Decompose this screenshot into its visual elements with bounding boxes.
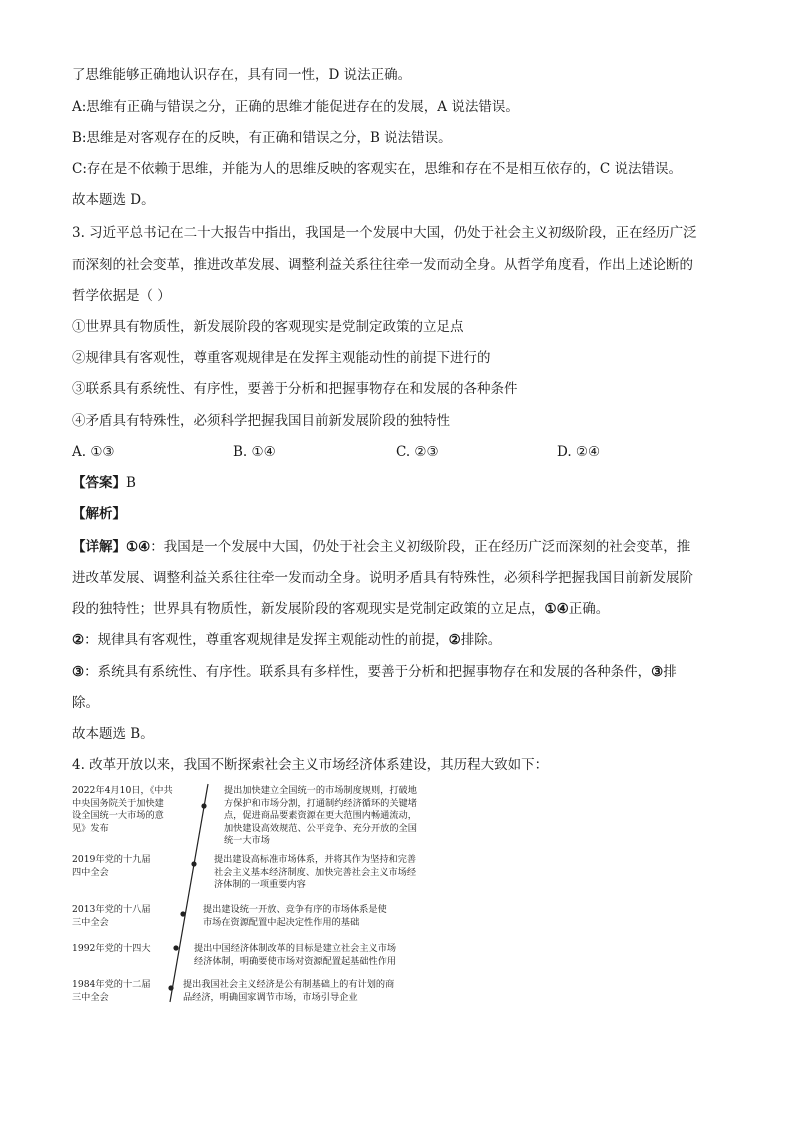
statement-1: ①世界具有物质性，新发展阶段的客观现实是党制定政策的立足点 (72, 319, 464, 335)
option-c: C. ②③ (396, 444, 439, 460)
detail-text: 排 (663, 664, 677, 680)
reform-timeline (72, 780, 492, 1010)
detail-text: 段的独特性；世界具有物质性，新发展阶段的客观现实是党制定政策的立足点， (72, 601, 545, 617)
timeline-event: 1992年党的十四大 (72, 943, 151, 954)
text-line: 了思维能够正确地认识存在，具有同一性，D 说法正确。 (72, 67, 412, 83)
timeline-content: 提出加快建立全国统一的市场制度规则，打破地 方保护和市场分割，打通制约经济循环的关键堵 点，促进商品要素资源在更大范围内畅通流动， 加快建设高效规范、公平竞争、充分开放的全国 统一大市场 (224, 785, 417, 846)
question-stem: 哲学依据是（ ） (72, 288, 171, 304)
option-b: B. ①④ (233, 444, 276, 460)
timeline-event: 2019年党的十九届 四中全会 (72, 854, 151, 878)
detail-line (72, 538, 690, 556)
detail-line (72, 600, 609, 618)
detail-line (72, 663, 677, 681)
detail-line: 除。 (72, 695, 99, 711)
text-line: A:思维有正确与错误之分，正确的思维才能促进存在的发展，A 说法错误。 (72, 99, 519, 115)
answer-tag: 【答案】 (72, 475, 126, 491)
detail-mark: ③ (72, 664, 85, 680)
answer-line (72, 474, 136, 492)
timeline-content: 提出建设高标准市场体系，并将其作为坚持和完善 社会主义基本经济制度、加快完善社会主义市场经 济体制的一项重要内容 (214, 854, 417, 890)
statement-3: ③联系具有系统性、有序性，要善于分析和把握事物存在和发展的各种条件 (72, 381, 518, 397)
detail-text: ：系统具有系统性、有序性。联系具有多样性，要善于分析和把握事物存在和发展的各种条件， (84, 664, 652, 680)
option-a: A. ①③ (72, 444, 115, 460)
question-stem: 而深刻的社会变革，推进改革发展、调整利益关系往往牵一发而动全身。从哲学角度看，作出上述论断的 (72, 257, 693, 273)
detail-mark: ② (72, 632, 85, 648)
statement-4: ④矛盾具有特殊性，必须科学把握我国目前新发展阶段的独特性 (72, 413, 450, 429)
timeline-dot (191, 861, 196, 866)
text-line: 故本题选 D。 (72, 192, 155, 208)
analysis-label: 【解析】 (72, 506, 126, 522)
timeline-dot (201, 803, 206, 808)
detail-line (72, 631, 501, 649)
question-stem: 3. 习近平总书记在二十大报告中指出，我国是一个发展中大国，仍处于社会主义初级阶段，正在经历广泛 (72, 225, 697, 241)
timeline-dot (168, 985, 173, 990)
answer-value: B (126, 475, 136, 491)
detail-mark: ③ (651, 664, 664, 680)
detail-text: ：我国是一个发展中大国，仍处于社会主义初级阶段，正在经历广泛而深刻的社会变革，推 (150, 539, 691, 555)
timeline-dot (173, 945, 178, 950)
detail-text: 排除。 (460, 632, 502, 648)
text-line: C:存在是不依赖于思维，并能为人的思维反映的客观实在，思维和存在不是相互依存的，C 说法错误。 (72, 161, 682, 177)
statement-2: ②规律具有客观性，尊重客观规律是在发挥主观能动性的前提下进行的 (72, 350, 491, 366)
detail-tag: 【详解】 (72, 539, 126, 555)
timeline-content: 提出我国社会主义经济是公有制基础上的有计划的商 品经济，明确国家调节市场，市场引导企业 (183, 979, 395, 1003)
timeline-event: 2022年4月10日，《中共 中央国务院关于加快建 设全国统一大市场的意 见》发布 (72, 785, 173, 834)
detail-text: 正确。 (568, 601, 610, 617)
analysis-tag (72, 505, 126, 523)
text-line: B:思维是对客观存在的反映，有正确和错误之分，B 说法错误。 (72, 130, 452, 146)
detail-line: 进改革发展、调整利益关系往往牵一发而动全身。说明矛盾具有特殊性，必须科学把握我国目前新发展阶 (72, 570, 693, 586)
option-d: D. ②④ (557, 444, 601, 460)
timeline-content: 提出中国经济体制改革的目标是建立社会主义市场 经济体制，明确要使市场对资源配置起基础性作用 (194, 943, 397, 967)
conclusion-line: 故本题选 B。 (72, 726, 154, 742)
timeline-line (170, 784, 208, 1002)
detail-text: ：规律具有客观性，尊重客观规律是发挥主观能动性的前提， (84, 632, 449, 648)
timeline-dot (180, 911, 185, 916)
detail-mark: ② (448, 632, 461, 648)
timeline-event: 2013年党的十八届 三中全会 (72, 904, 151, 928)
question-stem: 4. 改革开放以来，我国不断探索社会主义市场经济体系建设，其历程大致如下： (72, 757, 549, 773)
detail-mark: ①④ (126, 539, 151, 555)
timeline-event: 1984年党的十二届 三中全会 (72, 979, 151, 1003)
timeline-content: 提出建设统一开放、竞争有序的市场体系是使 市场在资源配置中起决定性作用的基础 (203, 904, 387, 928)
detail-mark: ①④ (544, 601, 569, 617)
